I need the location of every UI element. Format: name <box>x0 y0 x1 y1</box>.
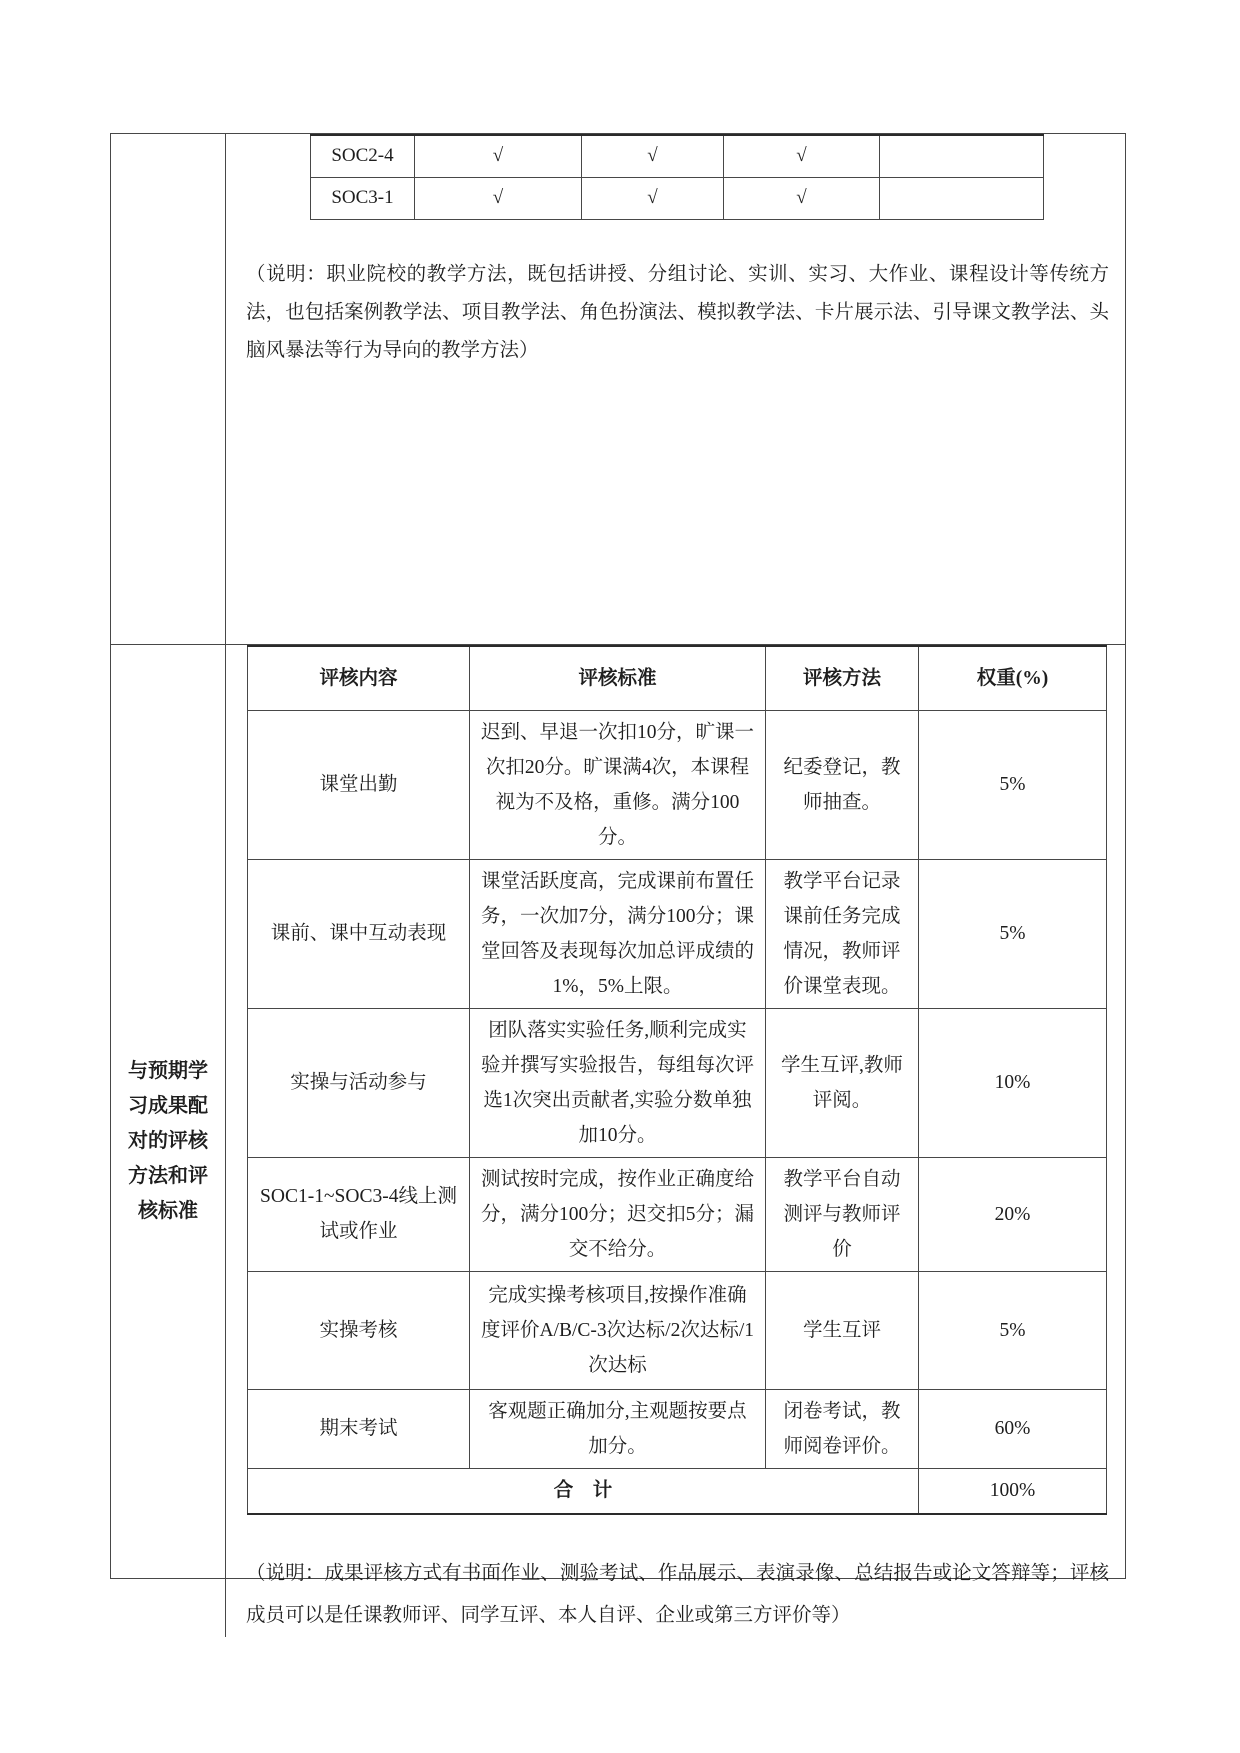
outer-document-table <box>110 133 1126 1626</box>
assessment-row <box>248 1389 1107 1468</box>
check-mark-cell: √ <box>724 177 880 219</box>
soc-matrix-row <box>311 135 1044 177</box>
sidebar-label: 与预期学习成果配对的评核方法和评核标准 <box>128 1059 208 1222</box>
row-method: 教学平台自动测评与教师评价 <box>766 1157 919 1271</box>
row-weight: 5% <box>919 1271 1107 1389</box>
outer-row1-left-cell <box>111 134 226 645</box>
col-header-content: 评核内容 <box>248 646 470 710</box>
row-weight: 5% <box>919 859 1107 1008</box>
row-method: 纪委登记，教师抽查。 <box>766 710 919 859</box>
row-method: 闭卷考试，教师阅卷评价。 <box>766 1389 919 1468</box>
row-standard: 完成实操考核项目,按操作准确度评价A/B/C-3次达标/2次达标/1次达标 <box>470 1271 766 1389</box>
row-content: SOC1-1~SOC3-4线上测试或作业 <box>248 1157 470 1271</box>
check-mark-cell: √ <box>582 177 724 219</box>
soc-matrix-row <box>311 177 1044 219</box>
assessment-row <box>248 859 1107 1008</box>
total-weight: 100% <box>919 1468 1107 1514</box>
check-mark-cell: √ <box>415 177 582 219</box>
outer-row2-right-cell <box>226 645 1125 1637</box>
row-standard: 迟到、早退一次扣10分，旷课一次扣20分。旷课满4次，本课程视为不及格，重修。满分100分。 <box>470 710 766 859</box>
soc-row-label: SOC2-4 <box>311 135 415 177</box>
teaching-methods-note: （说明：职业院校的教学方法，既包括讲授、分组讨论、实训、实习、大作业、课程设计等传统方法，也包括案例教学法、项目教学法、角色扮演法、模拟教学法、卡片展示法、引导课文教学法、头脑风暴法等行为导向的教学方法） <box>246 263 1109 361</box>
row-weight: 10% <box>919 1008 1107 1157</box>
col-header-standard: 评核标准 <box>470 646 766 710</box>
row-standard: 测试按时完成，按作业正确度给分，满分100分；迟交扣5分；漏交不给分。 <box>470 1157 766 1271</box>
assessment-header-row <box>248 646 1107 710</box>
row-method: 学生互评,教师评阅。 <box>766 1008 919 1157</box>
row-standard: 课堂活跃度高，完成课前布置任务，一次加7分，满分100分；课堂回答及表现每次加总评成绩的1%，5%上限。 <box>470 859 766 1008</box>
assessment-table <box>247 645 1107 1515</box>
assessment-methods-note: （说明：成果评核方式有书面作业、测验考试、作品展示、表演录像、总结报告或论文答辩等；评核成员可以是任课教师评、同学互评、本人自评、企业或第三方评价等） <box>246 1563 1109 1626</box>
row-weight: 20% <box>919 1157 1107 1271</box>
row-standard: 团队落实实验任务,顺利完成实验并撰写实验报告，每组每次评选1次突出贡献者,实验分数单独加10分。 <box>470 1008 766 1157</box>
row-content: 实操考核 <box>248 1271 470 1389</box>
row-method: 教学平台记录课前任务完成情况，教师评价课堂表现。 <box>766 859 919 1008</box>
row-content: 期末考试 <box>248 1389 470 1468</box>
row-content: 实操与活动参与 <box>248 1008 470 1157</box>
col-header-weight: 权重(%) <box>919 646 1107 710</box>
row-weight: 60% <box>919 1389 1107 1468</box>
check-mark-cell: √ <box>724 135 880 177</box>
check-mark-cell: √ <box>582 135 724 177</box>
empty-cell <box>880 135 1044 177</box>
empty-cell <box>880 177 1044 219</box>
total-label: 合 计 <box>248 1468 919 1514</box>
soc-matrix-table <box>310 134 1044 220</box>
assessment-row <box>248 710 1107 859</box>
check-mark-cell: √ <box>415 135 582 177</box>
soc-row-label: SOC3-1 <box>311 177 415 219</box>
assessment-total-row <box>248 1468 1107 1514</box>
row-weight: 5% <box>919 710 1107 859</box>
row-method: 学生互评 <box>766 1271 919 1389</box>
assessment-row <box>248 1157 1107 1271</box>
row-content: 课前、课中互动表现 <box>248 859 470 1008</box>
assessment-row <box>248 1008 1107 1157</box>
col-header-method: 评核方法 <box>766 646 919 710</box>
row-standard: 客观题正确加分,主观题按要点加分。 <box>470 1389 766 1468</box>
outer-row1-right-cell <box>226 134 1125 645</box>
outer-row2-left-cell <box>111 645 226 1637</box>
row-content: 课堂出勤 <box>248 710 470 859</box>
assessment-row <box>248 1271 1107 1389</box>
